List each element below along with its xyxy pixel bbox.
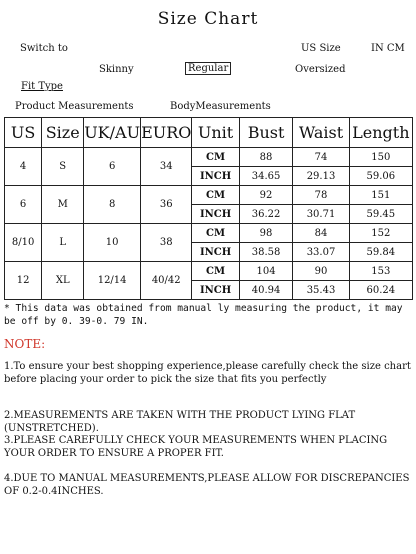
fit-option-skinny[interactable]: Skinny: [99, 64, 134, 75]
cell-unit-cm: CM: [192, 148, 239, 167]
table-row: [5, 148, 413, 167]
cell-length-cm: 151: [349, 186, 412, 205]
col-header-us: US: [5, 118, 42, 148]
cell-us: 6: [5, 186, 42, 224]
cell-bust-cm: 98: [239, 224, 293, 243]
table-row: [5, 224, 413, 243]
cell-euro: 34: [141, 148, 192, 186]
cell-size: L: [42, 224, 84, 262]
fit-option-regular[interactable]: Regular: [185, 62, 231, 75]
table-header-row: [5, 118, 413, 148]
note-item-4: 4.DUE TO MANUAL MEASUREMENTS,PLEASE ALLOW FOR DISCREPANCIES OF 0.2-0.4INCHES.: [4, 473, 410, 497]
switch-to-label: Switch to: [20, 43, 68, 54]
note-item-2: 2.MEASUREMENTS ARE TAKEN WITH THE PRODUCT LYING FLAT (UNSTRETCHED).: [4, 410, 356, 434]
cell-bust-inch: 34.65: [239, 167, 293, 186]
note-heading: NOTE:: [4, 337, 46, 351]
col-header-uk-au: UK/AU: [84, 118, 141, 148]
measurement-disclaimer: * This data was obtained from manual ly measuring the product, it may be off by 0. 39-0. 79 IN.: [4, 303, 403, 327]
cell-length-cm: 153: [349, 262, 412, 281]
cell-waist-cm: 78: [293, 186, 349, 205]
col-header-waist: Waist: [293, 118, 349, 148]
cell-bust-inch: 40.94: [239, 281, 293, 300]
cell-waist-cm: 84: [293, 224, 349, 243]
cell-uk: 8: [84, 186, 141, 224]
cell-euro: 36: [141, 186, 192, 224]
cell-length-inch: 60.24: [349, 281, 412, 300]
unit-toggle[interactable]: IN CM: [371, 43, 405, 54]
col-header-bust: Bust: [239, 118, 293, 148]
note-item-3: 3.PLEASE CAREFULLY CHECK YOUR MEASUREMENTS WHEN PLACING YOUR ORDER TO ENSURE A PROPER FIT.: [4, 435, 388, 459]
cell-uk: 6: [84, 148, 141, 186]
cell-unit-cm: CM: [192, 186, 239, 205]
cell-unit-inch: INCH: [192, 281, 239, 300]
cell-size: S: [42, 148, 84, 186]
table-row: [5, 186, 413, 205]
col-header-size: Size: [42, 118, 84, 148]
cell-us: 4: [5, 148, 42, 186]
cell-unit-inch: INCH: [192, 205, 239, 224]
cell-length-inch: 59.06: [349, 167, 412, 186]
tab-product-measurements[interactable]: Product Measurements: [15, 101, 134, 112]
cell-waist-inch: 30.71: [293, 205, 349, 224]
cell-waist-cm: 74: [293, 148, 349, 167]
cell-size: M: [42, 186, 84, 224]
fit-type-link[interactable]: Fit Type: [21, 81, 63, 92]
cell-us: 12: [5, 262, 42, 300]
page-title: Size Chart: [157, 9, 259, 29]
col-header-unit: Unit: [192, 118, 239, 148]
col-header-length: Length: [349, 118, 412, 148]
cell-unit-cm: CM: [192, 224, 239, 243]
cell-waist-inch: 35.43: [293, 281, 349, 300]
cell-euro: 40/42: [141, 262, 192, 300]
cell-waist-cm: 90: [293, 262, 349, 281]
fit-option-oversized[interactable]: Oversized: [295, 64, 346, 75]
cell-length-inch: 59.84: [349, 243, 412, 262]
cell-euro: 38: [141, 224, 192, 262]
note-item-1: 1.To ensure your best shopping experience,please carefully check the size chart before placing your order to pick the size that fits you perfectly: [4, 361, 411, 385]
us-size-toggle[interactable]: US Size: [301, 43, 341, 54]
cell-unit-cm: CM: [192, 262, 239, 281]
table-row: [5, 262, 413, 281]
cell-bust-cm: 92: [239, 186, 293, 205]
cell-bust-inch: 38.58: [239, 243, 293, 262]
col-header-euro: EURO: [141, 118, 192, 148]
cell-uk: 12/14: [84, 262, 141, 300]
cell-unit-inch: INCH: [192, 167, 239, 186]
cell-uk: 10: [84, 224, 141, 262]
cell-length-cm: 152: [349, 224, 412, 243]
cell-bust-inch: 36.22: [239, 205, 293, 224]
cell-length-inch: 59.45: [349, 205, 412, 224]
cell-bust-cm: 88: [239, 148, 293, 167]
cell-size: XL: [42, 262, 84, 300]
cell-us: 8/10: [5, 224, 42, 262]
cell-length-cm: 150: [349, 148, 412, 167]
cell-waist-inch: 33.07: [293, 243, 349, 262]
tab-body-measurements[interactable]: BodyMeasurements: [170, 101, 271, 112]
size-table: [4, 117, 413, 300]
cell-waist-inch: 29.13: [293, 167, 349, 186]
cell-unit-inch: INCH: [192, 243, 239, 262]
cell-bust-cm: 104: [239, 262, 293, 281]
